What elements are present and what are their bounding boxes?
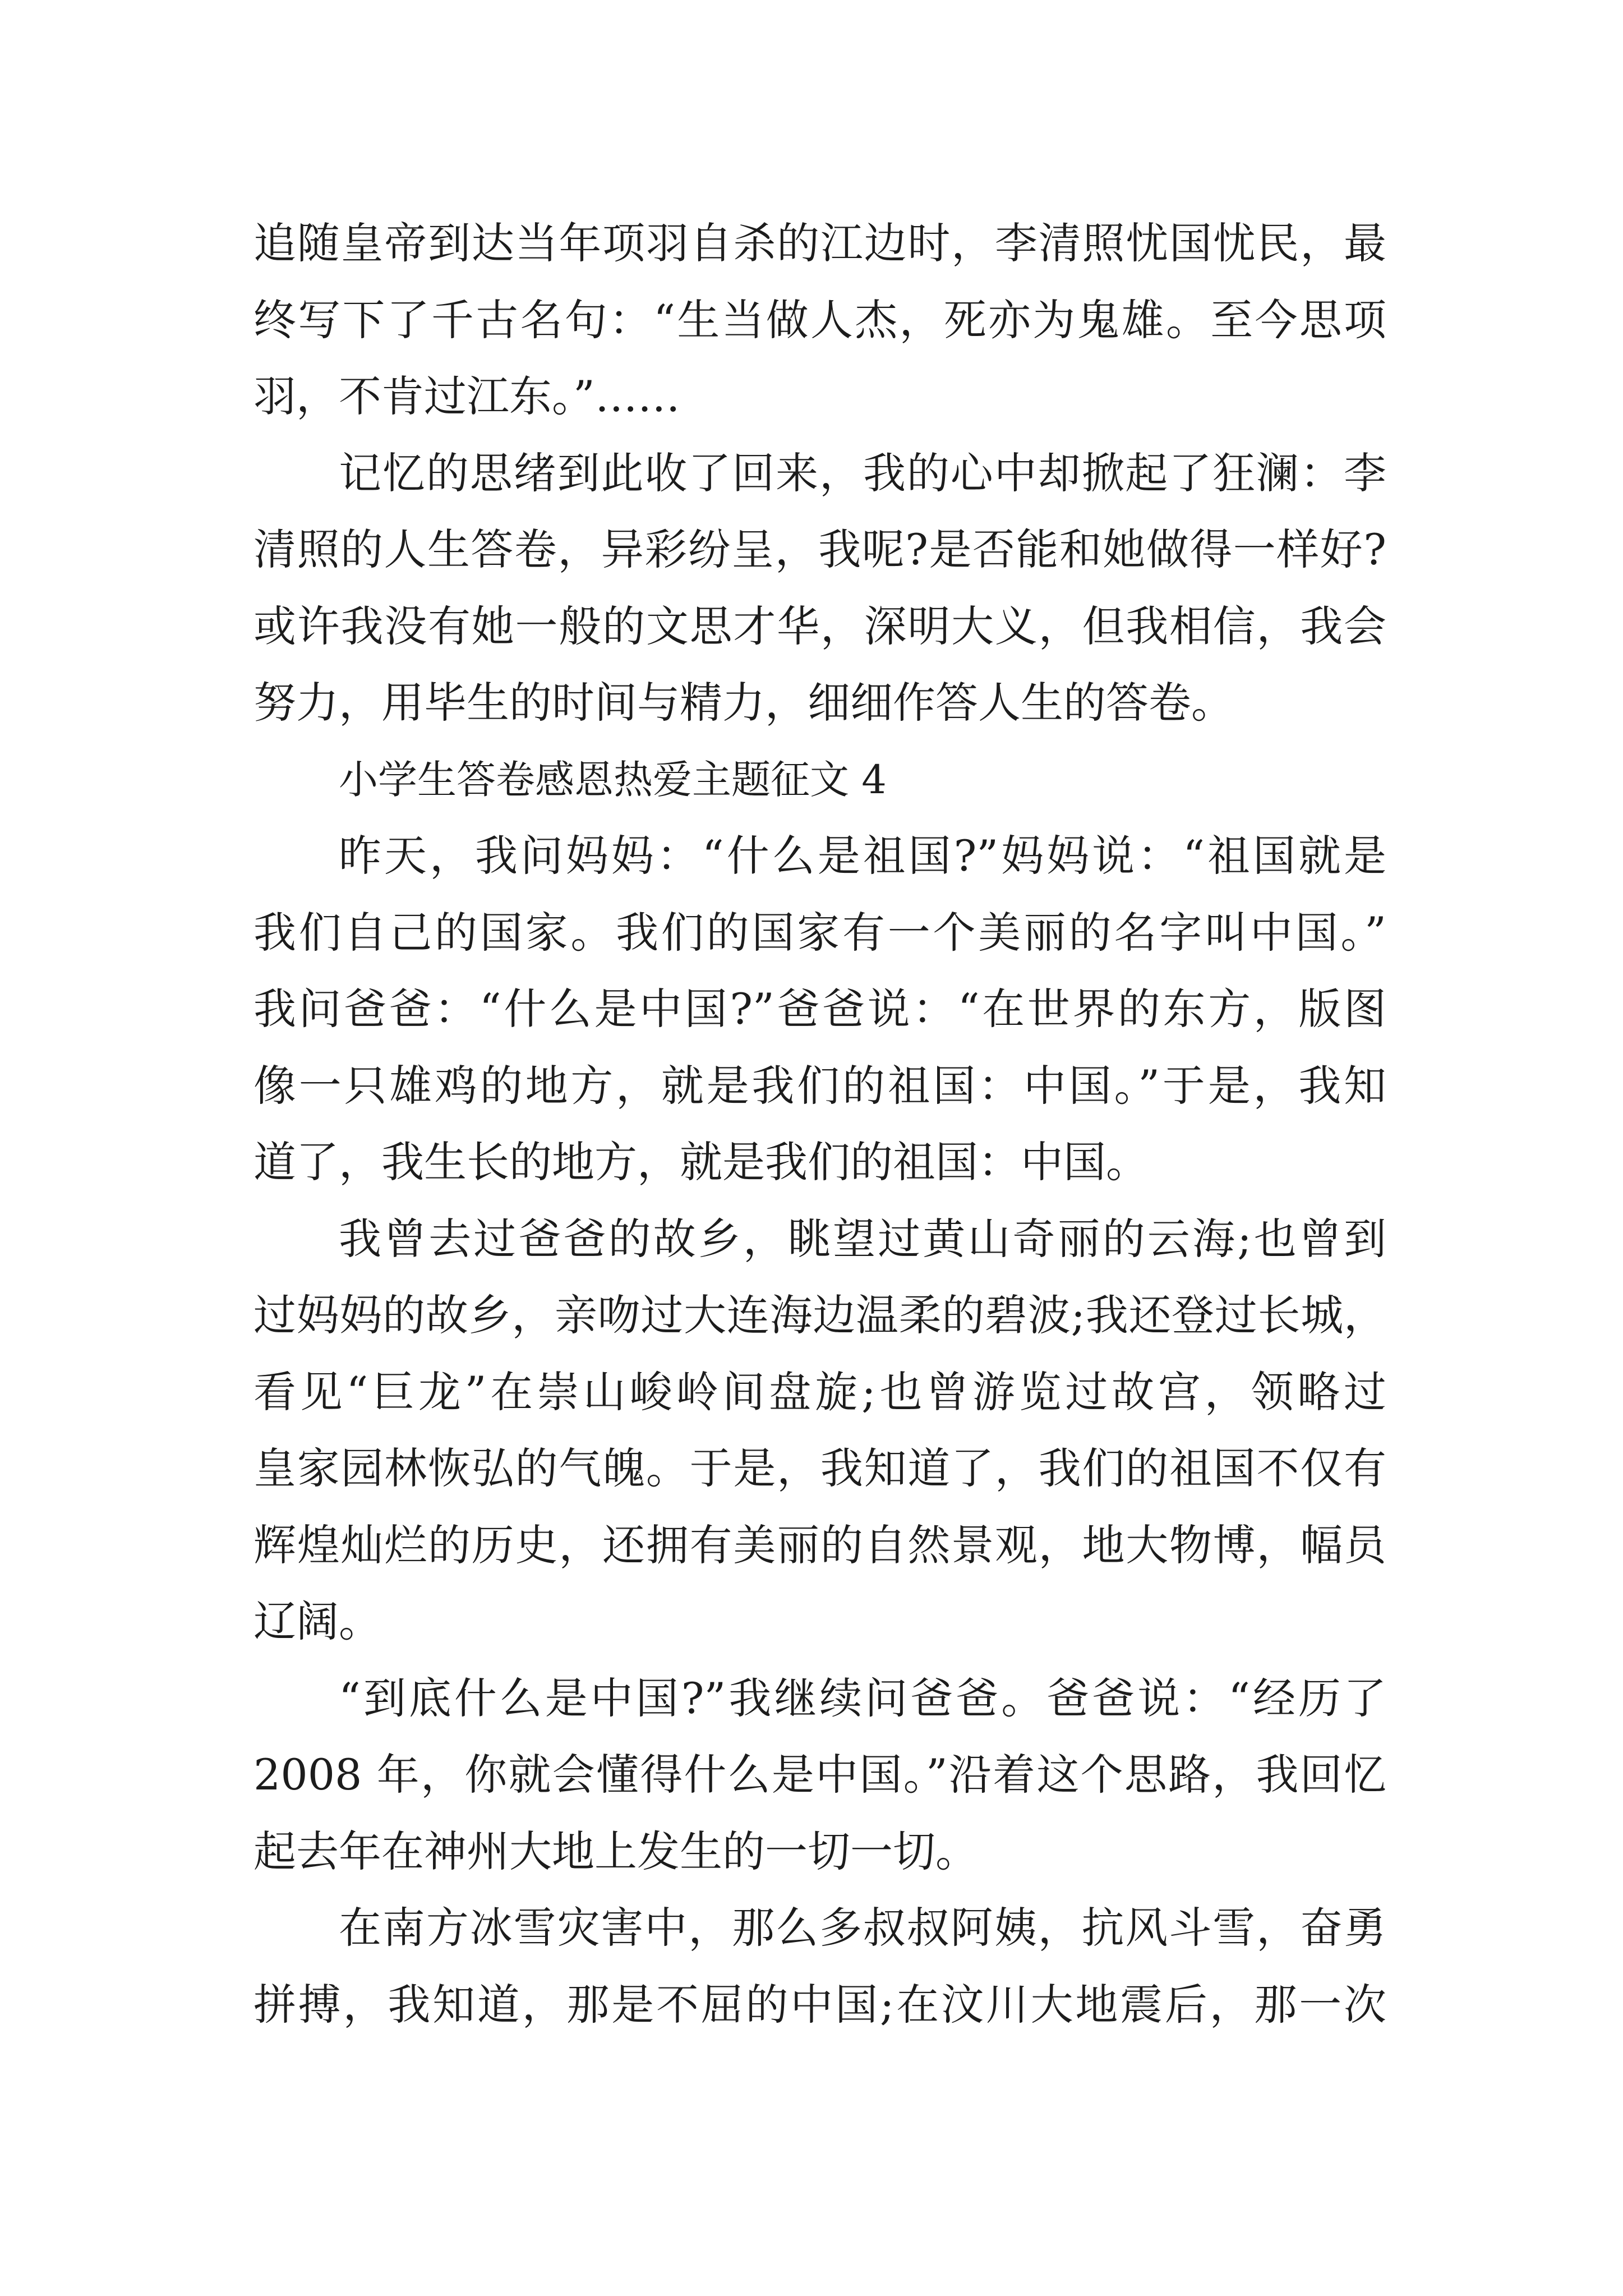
text-line: “到底什么是中国?”我继续问爸爸。爸爸说：“经历了 — [339, 1673, 1386, 1723]
text-line: 努力，用毕生的时间与精力，细细作答人生的答卷。 — [253, 678, 1234, 728]
paragraph — [253, 818, 1386, 1201]
text-line: 终写下了千古名句：“生当做人杰，死亦为鬼雄。至今思项 — [253, 295, 1386, 345]
text-line: 皇家园林恢弘的气魄。于是，我知道了，我们的祖国不仅有 — [253, 1443, 1386, 1493]
text-line: 辉煌灿烂的历史，还拥有美丽的自然景观，地大物博，幅员 — [253, 1520, 1386, 1570]
section-heading — [253, 742, 1386, 818]
text-line: 我们自己的国家。我们的国家有一个美丽的名字叫中国。” — [253, 907, 1386, 958]
text-line: 羽，不肯过江东。”…… — [253, 371, 680, 421]
text-line: 我问爸爸：“什么是中国?”爸爸说：“在世界的东方，版图 — [253, 984, 1386, 1034]
document-body — [253, 205, 1386, 2043]
text-line: 昨天，我问妈妈：“什么是祖国?”妈妈说：“祖国就是 — [339, 831, 1386, 881]
paragraph — [253, 1660, 1386, 1890]
text-line: 拼搏，我知道，那是不屈的中国;在汶川大地震后，那一次 — [253, 1979, 1386, 2030]
text-line: 像一只雄鸡的地方，就是我们的祖国：中国。”于是，我知 — [253, 1060, 1386, 1111]
text-line: 追随皇帝到达当年项羽自杀的江边时，李清照忧国忧民，最 — [253, 218, 1386, 268]
text-line: 2008 年，你就会懂得什么是中国。”沿着这个思路，我回忆 — [253, 1750, 1386, 1800]
paragraph — [253, 435, 1386, 742]
text-line: 我曾去过爸爸的故乡，眺望过黄山奇丽的云海;也曾到 — [339, 1213, 1386, 1264]
text-line: 在南方冰雪灾害中，那么多叔叔阿姨，抗风斗雪，奋勇 — [339, 1903, 1386, 1953]
paragraph — [253, 1201, 1386, 1660]
paragraph — [253, 205, 1386, 435]
text-line: 过妈妈的故乡，亲吻过大连海边温柔的碧波;我还登过长城， — [253, 1290, 1386, 1340]
text-line: 起去年在神州大地上发生的一切一切。 — [253, 1826, 978, 1876]
text-line: 记忆的思绪到此收了回来，我的心中却掀起了狂澜：李 — [339, 448, 1386, 498]
text-line: 看见“巨龙”在崇山峻岭间盘旋;也曾游览过故宫，领略过 — [253, 1366, 1386, 1417]
paragraph — [253, 1890, 1386, 2043]
text-line: 道了，我生长的地方，就是我们的祖国：中国。 — [253, 1137, 1149, 1187]
text-line: 清照的人生答卷，异彩纷呈，我呢?是否能和她做得一样好? — [253, 524, 1386, 574]
heading-text: 小学生答卷感恩热爱主题征文 4 — [339, 756, 887, 803]
text-line: 或许我没有她一般的文思才华，深明大义，但我相信，我会 — [253, 601, 1386, 651]
text-line: 辽阔。 — [253, 1596, 381, 1646]
